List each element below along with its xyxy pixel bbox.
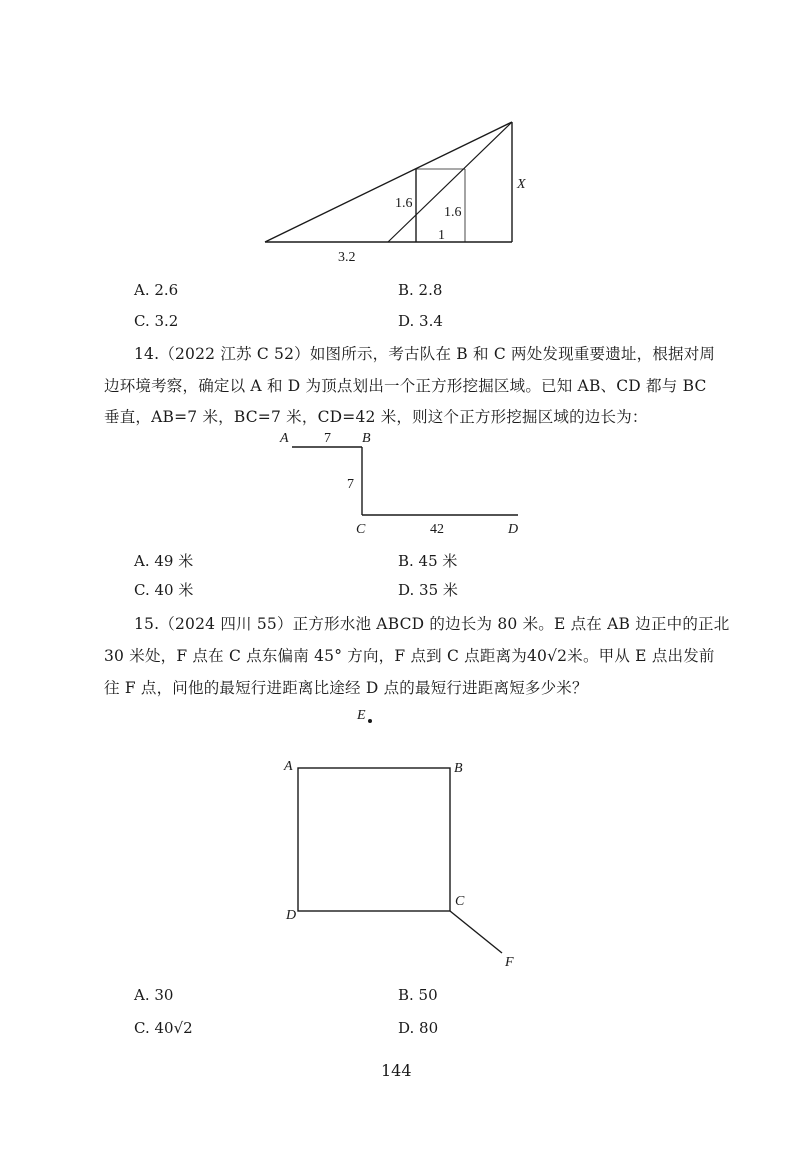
label-d: D: [286, 908, 297, 923]
x-label: X: [517, 177, 526, 192]
label-cd: 42: [430, 522, 444, 537]
q15-line-2-a: 30 米处，F 点在 C 点东偏南 45° 方向，F 点到 C 点距离为: [104, 647, 527, 665]
q14-line-2: 边环境考察，确定以 A 和 D 为顶点划出一个正方形挖掘区域。已知 AB、CD 都与 BC: [104, 377, 707, 395]
label-a: A: [284, 759, 293, 774]
q14-line-3: 垂直，AB=7 米，BC=7 米，CD=42 米，则这个正方形挖掘区域的边长为：: [104, 408, 648, 426]
q14-line-1: 14.（2022 江苏 C 52）如图所示，考古队在 B 和 C 两处发现重要遗址，根据对周: [134, 345, 716, 363]
step-figure: [270, 425, 540, 545]
q15-option-c[interactable]: C. 40√2: [134, 1019, 193, 1037]
shadow-line: [388, 122, 512, 242]
q13-option-c[interactable]: C. 3.2: [134, 312, 179, 330]
q15-line-2: [104, 646, 715, 666]
page-number: 144: [381, 1061, 412, 1080]
q14-option-c[interactable]: C. 40 米: [134, 581, 194, 599]
q13-option-a[interactable]: A. 2.6: [134, 281, 179, 299]
q14-option-d[interactable]: D. 35 米: [398, 581, 458, 599]
point-e: [368, 719, 372, 723]
q15-option-d[interactable]: D. 80: [398, 1019, 439, 1037]
label-b: B: [362, 431, 371, 446]
label-c: C: [455, 894, 465, 909]
q14-option-a[interactable]: A. 49 米: [134, 552, 194, 570]
q13-option-b[interactable]: B. 2.8: [398, 281, 443, 299]
one-label: 1: [438, 228, 445, 243]
segment-cf: [450, 911, 502, 953]
q15-option-a[interactable]: A. 30: [134, 986, 174, 1004]
label-d: D: [508, 522, 519, 537]
label-bc: 7: [347, 477, 354, 492]
label-e: E: [357, 708, 366, 723]
label-f: F: [505, 955, 514, 970]
q15-line-3: 往 F 点，问他的最短行进距离比途经 D 点的最短行进距离短多少米？: [104, 679, 588, 697]
label-b: B: [454, 761, 463, 776]
q14-option-b[interactable]: B. 45 米: [398, 552, 458, 570]
height-label-2: 1.6: [444, 205, 462, 220]
q13-option-d[interactable]: D. 3.4: [398, 312, 443, 330]
base-label: 3.2: [338, 250, 356, 265]
label-a: A: [280, 431, 289, 446]
q15-line-2-b: 米。甲从 E 点出发前: [567, 647, 715, 665]
square-pool-figure: [270, 700, 530, 975]
hypotenuse-line: [265, 122, 512, 242]
q15-option-b[interactable]: B. 50: [398, 986, 438, 1004]
q15-line-2-math: 40√2: [526, 647, 568, 665]
label-ab: 7: [324, 431, 331, 446]
q15-line-1: 15.（2024 四川 55）正方形水池 ABCD 的边长为 80 米。E 点在 AB 边正中的正北: [134, 615, 730, 633]
height-label-1: 1.6: [395, 196, 413, 211]
label-c: C: [356, 522, 366, 537]
triangle-figure: [250, 110, 550, 270]
square-abcd: [298, 768, 450, 911]
